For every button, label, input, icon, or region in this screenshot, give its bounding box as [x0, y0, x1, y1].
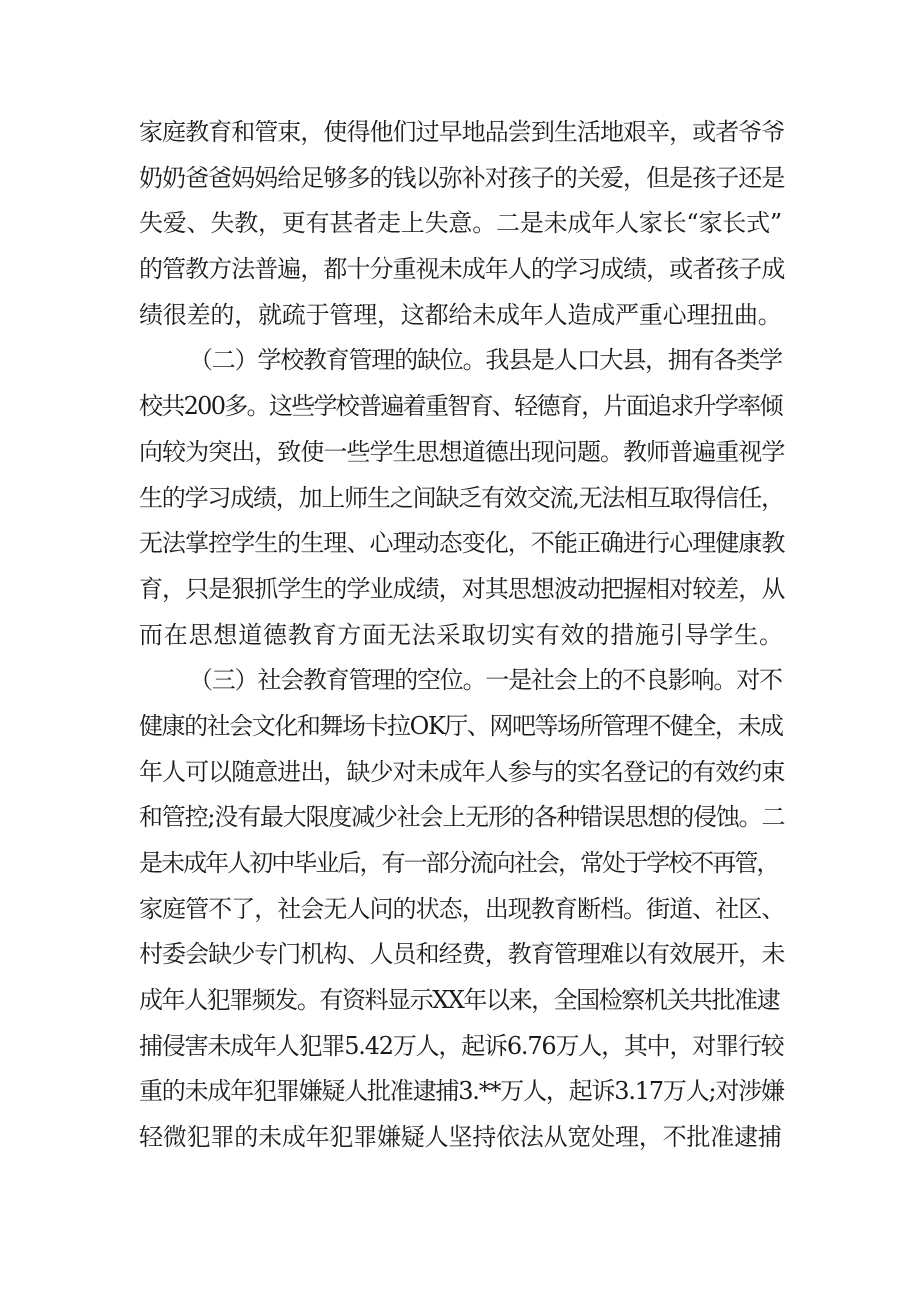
text-line: 而在思想道德教育方面无法采取切实有效的措施引导学生。: [139, 620, 784, 649]
text-line: 是未成年人初中毕业后，有一部分流向社会，常处于学校不再管，: [139, 849, 779, 877]
text-line: 奶奶爸爸妈妈给足够多的钱以弥补对孩子的关爱，但是孩子还是: [139, 163, 785, 192]
text-line: 向较为突出，致使一些学生思想道德出现问题。教师普遍重视学: [139, 437, 785, 466]
text-line: 绩很差的，就疏于管理，这都给未成年人造成严重心理扭曲。: [139, 300, 782, 329]
text-line: 的管教方法普遍，都十分重视未成年人的学习成绩，或者孩子成: [139, 255, 785, 284]
text-line: 年人可以随意进出，缺少对未成年人参与的实名登记的有效约束: [139, 757, 785, 786]
text-line: 家庭教育和管束，使得他们过早地品尝到生活地艰辛，或者爷爷: [139, 118, 785, 146]
text-line: 成年人犯罪频发。有资料显示XX年以来，全国检察机关共批准逮: [139, 986, 780, 1015]
text-line: 健康的社会文化和舞场卡拉OK厅、网吧等场所管理不健全，未成: [139, 711, 783, 740]
text-line: 无法掌控学生的生理、心理动态变化，不能正确进行心理健康教: [139, 529, 785, 558]
text-line: 捕侵害未成年人犯罪5.42万人，起诉6.76万人，其中，对罪行较: [139, 1031, 784, 1060]
text-line: 家庭管不了，社会无人问的状态，出现教育断档。街道、社区、: [139, 894, 785, 923]
text-line: 村委会缺少专门机构、人员和经费，教育管理难以有效展开，未: [139, 940, 785, 969]
text-line: 和管控;没有最大限度减少社会上无形的各种错误思想的侵蚀。二: [139, 803, 785, 832]
text-line: 校共200多。这些学校普遍着重智育、轻德育，片面追求升学率倾: [139, 392, 782, 421]
text-line: 重的未成年犯罪嫌疑人批准逮捕3.**万人，起诉3.17万人;对涉嫌: [139, 1077, 784, 1106]
body-text: [139, 110, 785, 1161]
text-line: 育，只是狠抓学生的学业成绩，对其思想波动把握相对较差，从: [139, 574, 785, 603]
paragraph-start-line: （二）学校教育管理的缺位。我县是人口大县，拥有各类学: [189, 346, 782, 375]
text-line: 失爱、失教，更有甚者走上失意。二是未成年人家长“家长式”: [139, 209, 782, 238]
paragraph-start-line: （三）社会教育管理的空位。一是社会上的不良影响。对不: [189, 666, 782, 695]
text-line: 生的学习成绩，加上师生之间缺乏有效交流,无法相互取得信任，: [139, 483, 784, 512]
text-line: 轻微犯罪的未成年犯罪嫌疑人坚持依法从宽处理，不批准逮捕: [139, 1123, 782, 1152]
